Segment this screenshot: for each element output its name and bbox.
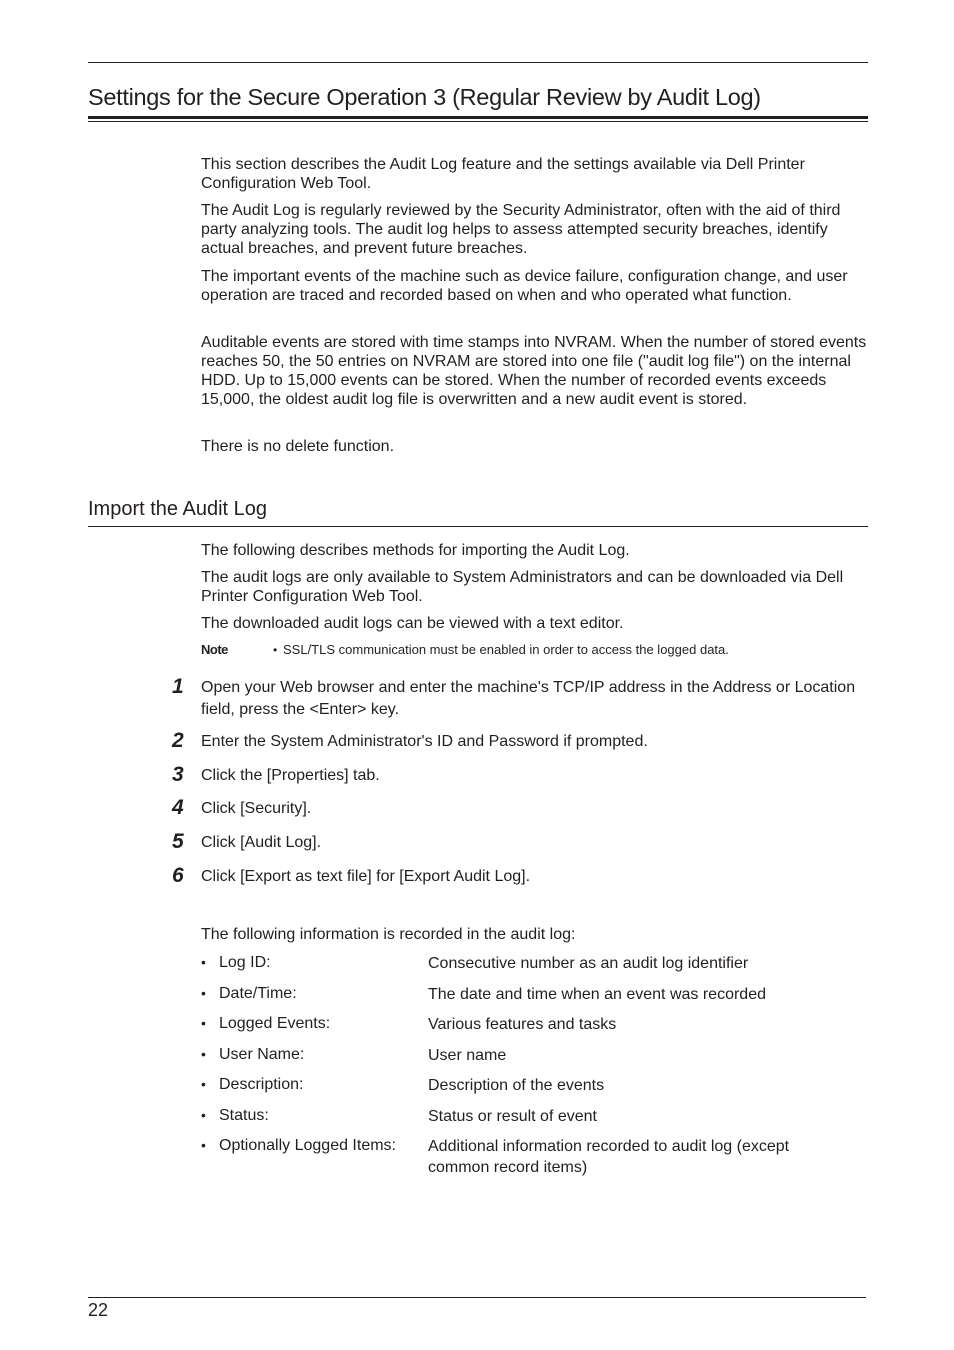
section-rule (88, 526, 868, 527)
list-bullet: • (201, 1108, 206, 1124)
list-bullet: • (201, 1016, 206, 1032)
step-text: Click [Security]. (201, 800, 312, 817)
note-bullet: • (273, 643, 278, 657)
note-text: SSL/TLS communication must be enabled in order to access the logged data. (283, 642, 729, 657)
page-number: 22 (88, 1300, 109, 1320)
step-number: 2 (172, 729, 184, 752)
list-item-label: User Name: (219, 1046, 305, 1063)
step-number: 3 (172, 763, 184, 786)
step-number: 1 (172, 675, 184, 698)
list-item-label: Date/Time: (219, 985, 297, 1002)
page-title: Settings for the Secure Operation 3 (Regular Review by Audit Log) (88, 84, 761, 110)
list-item-desc: User name (428, 1047, 507, 1064)
step-number: 6 (172, 864, 184, 887)
step-text: Click the [Properties] tab. (201, 767, 380, 784)
list-bullet: • (201, 955, 206, 971)
step-number: 4 (172, 796, 184, 819)
list-item-desc: Various features and tasks (428, 1016, 617, 1033)
intro-paragraph: This section describes the Audit Log feature and the settings available via Dell Printer Configuration Web Tool. (201, 156, 805, 192)
intro-paragraph: The important events of the machine such as device failure, configuration change, and user operation are traced and recorded based on when and who operated what function. (201, 268, 848, 304)
title-rule-thick (88, 116, 868, 119)
list-item-label: Description: (219, 1076, 304, 1093)
list-item-label: Logged Events: (219, 1015, 331, 1032)
step-number: 5 (172, 830, 184, 853)
intro-paragraph: Auditable events are stored with time stamps into NVRAM. When the number of stored events reaches 50, the 50 entries on NVRAM are stored into one file ("audit log file") on the internal HDD. Up to 15,000 events can be stored. When the number of recorded events exceeds 15,000, the oldest audit log file is overwritten and a new audit event is stored. (201, 334, 867, 408)
title-rule-thin (88, 121, 868, 122)
list-item-desc: The date and time when an event was recorded (428, 986, 766, 1003)
section-heading: Import the Audit Log (88, 498, 268, 520)
intro-paragraph: There is no delete function. (201, 438, 395, 455)
step-text: Enter the System Administrator's ID and Password if prompted. (201, 733, 648, 750)
list-item-desc: Additional information recorded to audit log (except common record items) (428, 1138, 790, 1176)
section-paragraph: The following describes methods for importing the Audit Log. (201, 542, 630, 559)
list-item-desc: Description of the events (428, 1077, 605, 1094)
list-bullet: • (201, 1077, 206, 1093)
list-bullet: • (201, 986, 206, 1002)
footer-rule (88, 1297, 866, 1298)
step-text: Open your Web browser and enter the machine's TCP/IP address in the Address or Location field, press the <Enter> key. (201, 679, 856, 718)
list-bullet: • (201, 1047, 206, 1063)
list-bullet: • (201, 1138, 206, 1154)
list-item-desc: Consecutive number as an audit log identifier (428, 955, 749, 972)
note-label: Note (201, 642, 228, 657)
intro-paragraph: The Audit Log is regularly reviewed by the Security Administrator, often with the aid of third party analyzing tools. The audit log helps to assess attempted security breaches, identify actual breaches, and prevent future breaches. (201, 202, 841, 257)
section-paragraph: The audit logs are only available to System Administrators and can be downloaded via Dell Printer Configuration Web Tool. (201, 569, 844, 605)
header-rule (88, 62, 868, 63)
list-item-label: Log ID: (219, 954, 271, 971)
list-item-label: Status: (219, 1107, 269, 1124)
step-text: Click [Export as text file] for [Export Audit Log]. (201, 868, 531, 885)
list-item-label: Optionally Logged Items: (219, 1137, 396, 1154)
step-text: Click [Audit Log]. (201, 834, 322, 851)
section-paragraph: The downloaded audit logs can be viewed with a text editor. (201, 615, 624, 632)
list-item-desc: Status or result of event (428, 1108, 597, 1125)
recorded-intro: The following information is recorded in the audit log: (201, 926, 576, 943)
